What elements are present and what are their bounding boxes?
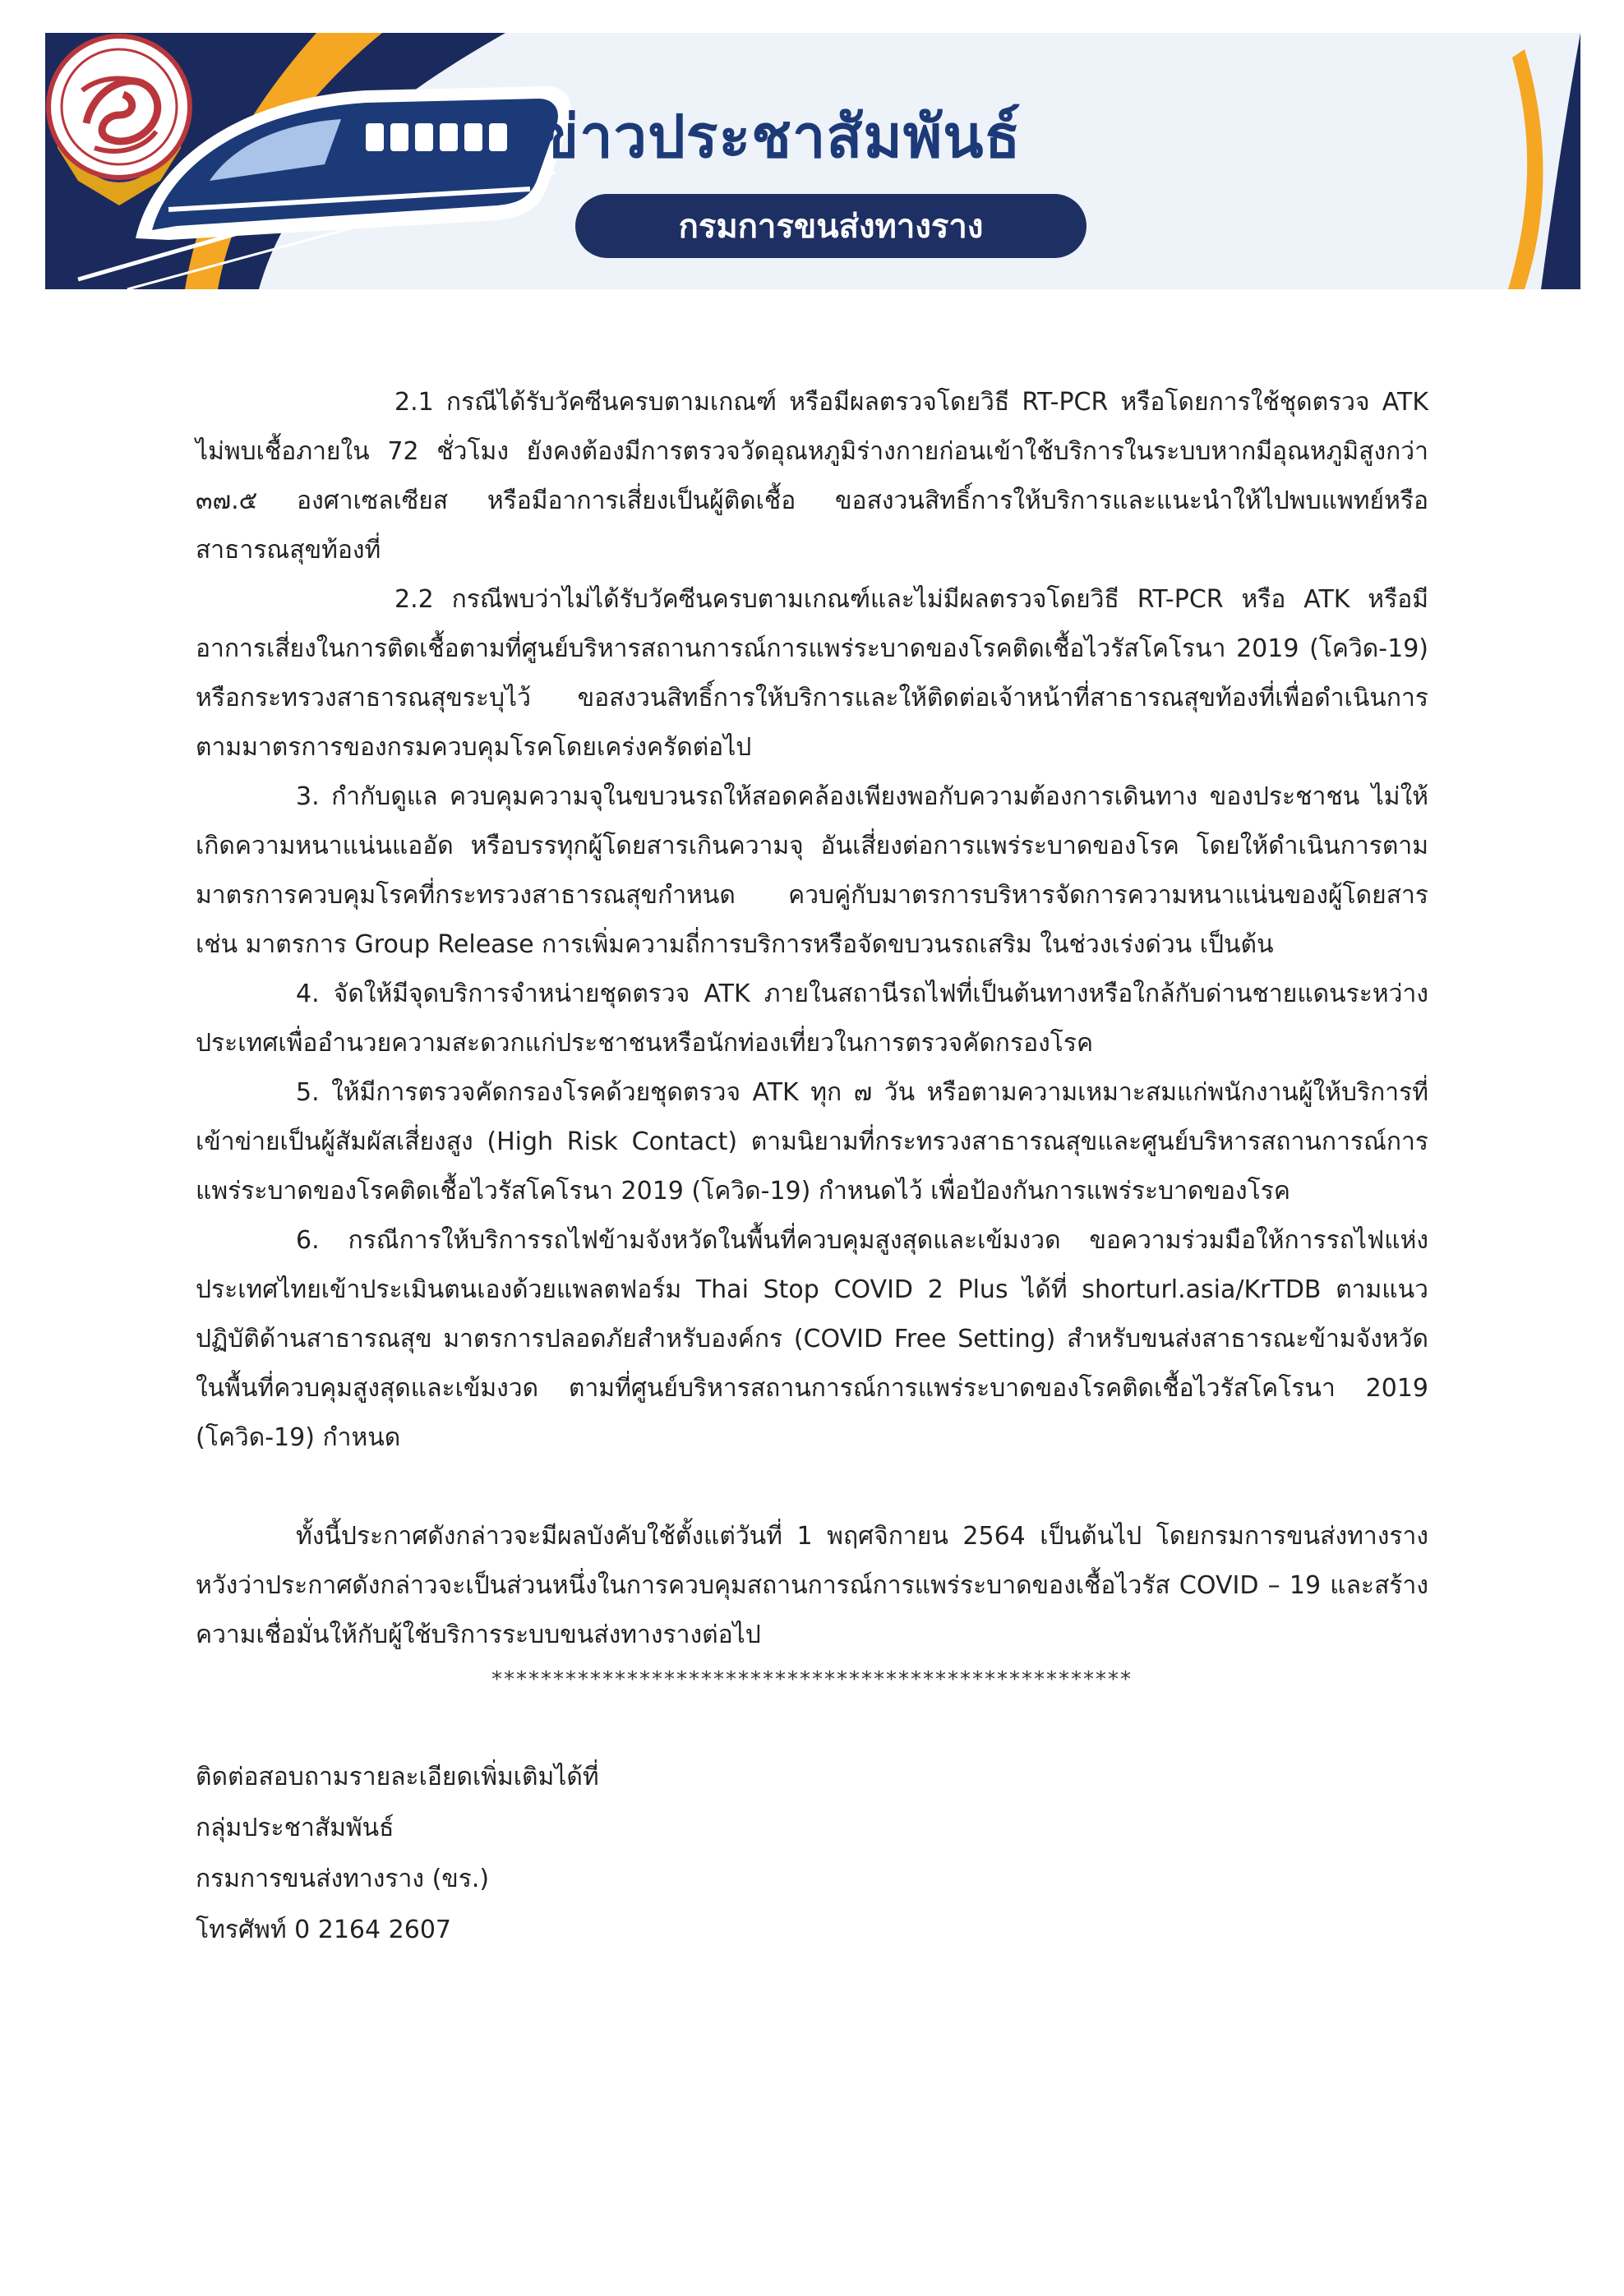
- paragraph-2-2: 2.2 กรณีพบว่าไม่ได้รับวัคซีนครบตามเกณฑ์และไม่มีผลตรวจโดยวิธี RT-PCR หรือ ATK หรือมีอาการเสี่ยงในการติดเชื้อตามที่ศูนย์บริหารสถานการณ์การแพร่ระบาดของโรคติดเชื้อไวรัสโคโรนา 2019 (โควิด-19) หรือกระทรวงสาธารณสุขระบุไว้ ขอสงวนสิทธิ์การให้บริการและให้ติดต่อเจ้าหน้าที่สาธารณสุขท้องที่เพื่อดำเนินการตามมาตรการของกรมควบคุมโรคโดยเคร่งครัดต่อไป: [196, 585, 1428, 762]
- contact-phone: โทรศัพท์ 0 2164 2607: [196, 1916, 451, 1944]
- divider-stars: ****************************************************: [491, 1667, 1133, 1692]
- ministry-seal-icon: [45, 33, 193, 181]
- spacer: [196, 1463, 1428, 1512]
- contact-department: กรมการขนส่งทางราง (ขร.): [196, 1865, 490, 1893]
- contact-heading: ติดต่อสอบถามรายละเอียดเพิ่มเติมได้ที่: [196, 1763, 599, 1791]
- header-banner: [45, 33, 1580, 289]
- banner-title: ข่าวประชาสัมพันธ์: [538, 102, 1022, 171]
- paragraph-4: 4. จัดให้มีจุดบริการจำหน่ายชุดตรวจ ATK ภายในสถานีรถไฟที่เป็นต้นทางหรือใกล้กับด่านชายแดนระหว่างประเทศเพื่ออำนวยความสะดวกแก่ประชาชนหรือนักท่องเที่ยวในการตรวจคัดกรองโรค: [196, 980, 1428, 1058]
- paragraph-5: 5. ให้มีการตรวจคัดกรองโรคด้วยชุดตรวจ ATK ทุก ๗ วัน หรือตามความเหมาะสมแก่พนักงานผู้ให้บริการที่เข้าข่ายเป็นผู้สัมผัสเสี่ยงสูง (High Risk Contact) ตามนิยามที่กระทรวงสาธารณสุขและศูนย์บริหารสถานการณ์การแพร่ระบาดของโรคติดเชื้อไวรัสโคโรนา 2019 (โควิด-19) กำหนดไว้ เพื่อป้องกันการแพร่ระบาดของโรค: [196, 1078, 1428, 1206]
- contact-group: กลุ่มประชาสัมพันธ์: [196, 1814, 394, 1842]
- closing-paragraph: ทั้งนี้ประกาศดังกล่าวจะมีผลบังคับใช้ตั้งแต่วันที่ 1 พฤศจิกายน 2564 เป็นต้นไป โดยกรมการขนส่งทางรางหวังว่าประกาศดังกล่าวจะเป็นส่วนหนึ่งในการควบคุมสถานการณ์การแพร่ระบาดของเชื้อไวรัส COVID – 19 และสร้างความเชื่อมั่นให้กับผู้ใช้บริการระบบขนส่งทางรางต่อไป: [196, 1522, 1428, 1649]
- announcement-body: [196, 378, 1428, 1956]
- paragraph-6: 6. กรณีการให้บริการรถไฟข้ามจังหวัดในพื้นที่ควบคุมสูงสุดและเข้มงวด ขอความร่วมมือให้การรถไฟแห่งประเทศไทยเข้าประเมินตนเองด้วยแพลตฟอร์ม Thai Stop COVID 2 Plus ได้ที่ shorturl.asia/KrTDB ตามแนวปฏิบัติด้านสาธารณสุข มาตรการปลอดภัยสำหรับองค์กร (COVID Free Setting) สำหรับขนส่งสาธารณะข้ามจังหวัด ในพื้นที่ควบคุมสูงสุดและเข้มงวด ตามที่ศูนย์บริหารสถานการณ์การแพร่ระบาดของโรคติดเชื้อไวรัสโคโรนา 2019 (โควิด-19) กำหนด: [196, 1226, 1428, 1452]
- banner-subtitle: กรมการขนส่งทางราง: [575, 194, 1087, 258]
- contact-block: [196, 1752, 1428, 1956]
- paragraph-3: 3. กำกับดูแล ควบคุมความจุในขบวนรถให้สอดคล้องเพียงพอกับความต้องการเดินทาง ของประชาชน ไม่ให้เกิดความหนาแน่นแออัด หรือบรรทุกผู้โดยสารเกินความจุ อันเสี่ยงต่อการแพร่ระบาดของโรค โดยให้ดำเนินการตามมาตรการควบคุมโรคที่กระทรวงสาธารณสุขกำหนด ควบคู่กับมาตรการบริหารจัดการความหนาแน่นของผู้โดยสาร เช่น มาตรการ Group Release การเพิ่มความถี่การบริการหรือจัดขบวนรถเสริม ในช่วงเร่งด่วน เป็นต้น: [196, 782, 1428, 959]
- paragraph-2-1: 2.1 กรณีได้รับวัคซีนครบตามเกณฑ์ หรือมีผลตรวจโดยวิธี RT-PCR หรือโดยการใช้ชุดตรวจ ATK ไม่พบเชื้อภายใน 72 ชั่วโมง ยังคงต้องมีการตรวจวัดอุณหภูมิร่างกายก่อนเข้าใช้บริการในระบบหากมีอุณหภูมิสูงกว่า ๓๗.๕ องศาเซลเซียส หรือมีอาการเสี่ยงเป็นผู้ติดเชื้อ ขอสงวนสิทธิ์การให้บริการและแนะนำให้ไปพบแพทย์หรือสาธารณสุขท้องที่: [196, 388, 1428, 565]
